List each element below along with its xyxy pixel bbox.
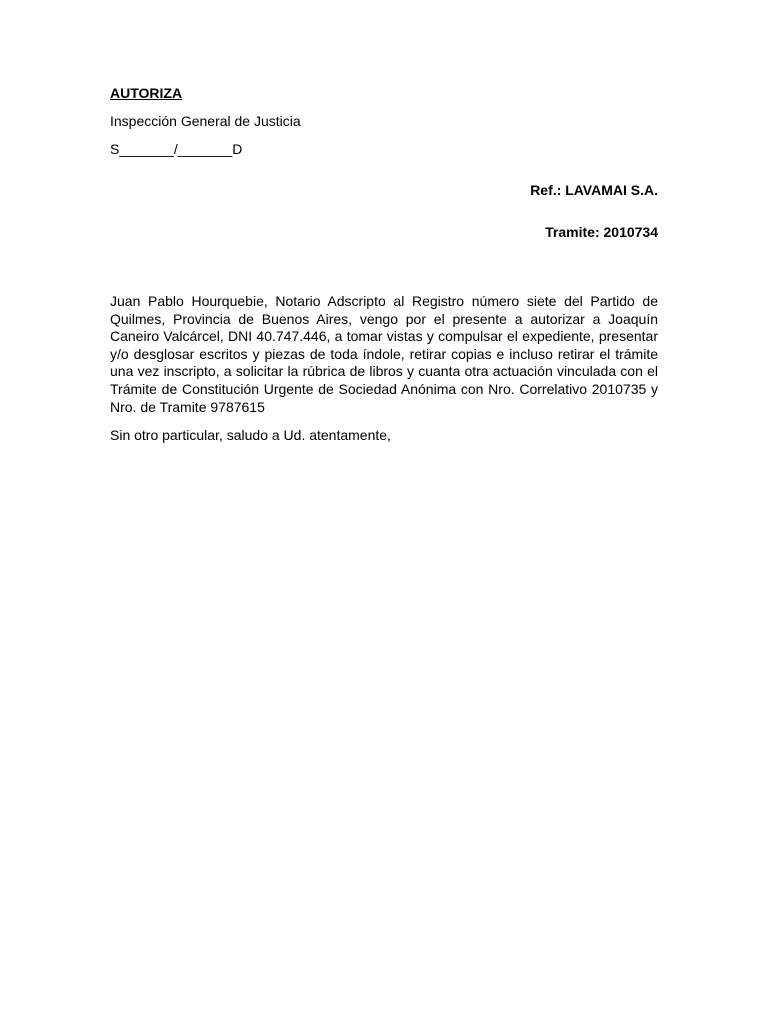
addressee: Inspección General de Justicia <box>110 113 301 129</box>
body-paragraph: Juan Pablo Hourquebie, Notario Adscripto al Registro número siete del Partido de Quilmes, Provincia de Buenos Aires, vengo por el presente a autorizar a Joaquín Caneiro Valcárcel, DNI 40.747.446, a tomar vistas y compulsar el expediente, presentar y/o desglosar escritos y piezas de toda índole, retirar copias e incluso retirar el trámite una vez inscripto, a solicitar la rúbrica de libros y cuanta otra actuación vinculada con el Trámite de Constitución Urgente de Sociedad Anónima con Nro. Correlativo 2010735 y Nro. de Tramite 9787615 <box>110 293 658 415</box>
closing-line: Sin otro particular, saludo a Ud. atentamente, <box>110 427 391 443</box>
reference-line: Ref.: LAVAMAI S.A. <box>530 182 658 198</box>
document-page <box>110 0 658 1024</box>
tramite-line: Tramite: 2010734 <box>545 224 658 240</box>
salutation-line: S_______/_______D <box>110 141 243 157</box>
document-heading: AUTORIZA <box>110 85 183 101</box>
